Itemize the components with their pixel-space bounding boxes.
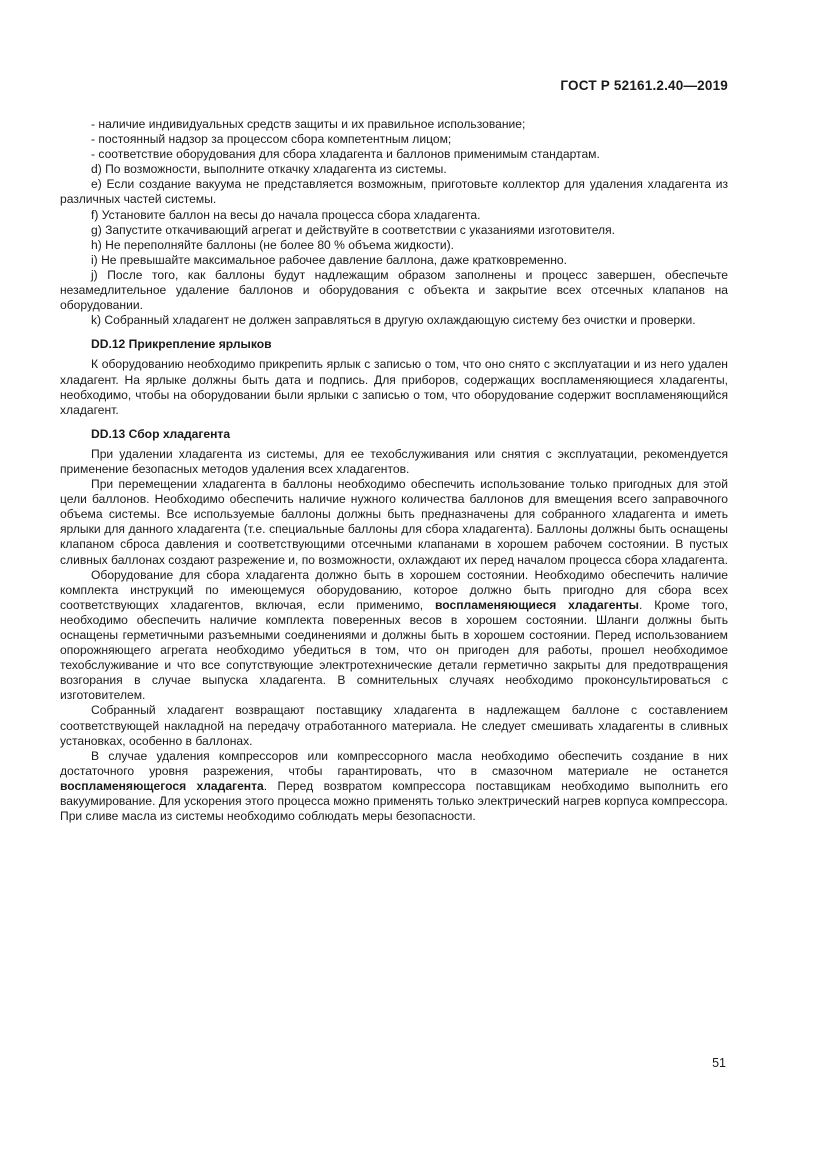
- text-run: . Кроме того, необходимо обеспечить наличие комплекта поверенных весов в хорошем состоянии. Шланги должны быть оснащены герметичными разъемными соединениями и должны быть в хорошем состоянии. Перед использованием опорожняющего агрегата необходимо убедиться в том, что он пригоден для работы, прошел необходимое техобслуживание и что все сопутствующие электротехнические детали герметично закрыты для предотвращения возгорания в случае выпуска хладагента. В сомнительных случаях необходимо проконсультироваться с изготовителем.: [60, 597, 728, 703]
- bold-term: воспламеняющиеся хладагенты: [435, 597, 640, 612]
- step-item: k) Собранный хладагент не должен заправляться в другую охлаждающую систему без очистки и проверки.: [91, 313, 696, 328]
- document-body: [60, 117, 728, 824]
- paragraph: К оборудованию необходимо прикрепить ярлык с записью о том, что оно снято с эксплуатации и из него удален хладагент. На ярлыке должны быть дата и подпись. Для приборов, содержащих воспламеняющиеся хладагенты, необходимо, чтобы на оборудовании были ярлыки с записью о том, что оборудование содержит воспламеняющийся хладагент.: [60, 357, 728, 417]
- bold-term: воспламеняющегося хладагента: [60, 778, 264, 793]
- step-item: d) По возможности, выполните откачку хладагента из системы.: [91, 162, 447, 177]
- text-run: В случае удаления компрессоров или компрессорного масла необходимо обеспечить создание в них достаточного уровня разрежения, чтобы гарантировать, что в смазочном материале не останется: [60, 748, 728, 778]
- paragraph: Собранный хладагент возвращают поставщику хладагента в надлежащем баллоне с составлением соответствующей накладной на передачу отработанного материала. Не следует смешивать хладагенты в сливных установках, особенно в баллонах.: [60, 703, 728, 748]
- step-item: f) Установите баллон на весы до начала процесса сбора хладагента.: [91, 207, 481, 222]
- bullet-item: - соответствие оборудования для сбора хладагента и баллонов применимым стандартам.: [91, 147, 600, 162]
- section-heading-dd13: DD.13 Сбор хладагента: [91, 426, 231, 441]
- paragraph: [60, 568, 728, 704]
- step-item: i) Не превышайте максимальное рабочее давление баллона, даже кратковременно.: [91, 252, 567, 267]
- step-item: j) После того, как баллоны будут надлежащим образом заполнены и процесс завершен, обеспечьте незамедлительное удаление баллонов и оборудования с объекта и закрытие всех отсечных клапанов на оборудовании.: [60, 267, 728, 313]
- page-number: 51: [712, 1056, 726, 1070]
- paragraph: При удалении хладагента из системы, для ее техобслуживания или снятия с эксплуатации, рекомендуется применение безопасных методов удаления всех хладагентов.: [60, 446, 728, 476]
- text-run: . Перед возвратом компрессора поставщикам необходимо выполнить его вакуумирование. Для ускорения этого процесса можно применять только электрический нагрев корпуса компрессора. При сливе масла из системы необходимо соблюдать меры безопасности.: [60, 778, 728, 824]
- bullet-item: - постоянный надзор за процессом сбора компетентным лицом;: [91, 132, 452, 147]
- paragraph: [60, 749, 728, 824]
- paragraph: При перемещении хладагента в баллоны необходимо обеспечить использование только пригодных для этой цели баллонов. Необходимо обеспечить наличие нужного количества баллонов для вмещения всего заправочного объема системы. Все используемые баллоны должны быть предназначены для собранного хладагента и иметь ярлыки для данного хладагента (т.е. специальные баллоны для сбора хладагента). Баллоны должны быть оснащены клапаном сброса давления и соответствующими отсечными клапанами в хорошем рабочем состоянии. В пустых сливных баллонах создают разрежение и, по возможности, охлаждают их перед началом процесса сбора хладагента.: [60, 477, 728, 567]
- standard-header: ГОСТ Р 52161.2.40—2019: [560, 78, 728, 93]
- step-item: e) Если создание вакуума не представляется возможным, приготовьте коллектор для удаления хладагента из различных частей системы.: [60, 177, 728, 207]
- step-item: h) Не переполняйте баллоны (не более 80 % объема жидкости).: [91, 237, 454, 252]
- text-run: Оборудование для сбора хладагента должно быть в хорошем состоянии. Необходимо обеспечить наличие комплекта инструкций по имеющемуся оборудованию, которое должно быть пригодно для сбора всех соответствующих хладагентов, включая, если применимо,: [60, 567, 728, 612]
- bullet-item: - наличие индивидуальных средств защиты и их правильное использование;: [91, 117, 526, 131]
- section-heading-dd12: DD.12 Прикрепление ярлыков: [91, 337, 272, 352]
- step-item: g) Запустите откачивающий агрегат и действуйте в соответствии с указаниями изготовителя.: [91, 222, 615, 237]
